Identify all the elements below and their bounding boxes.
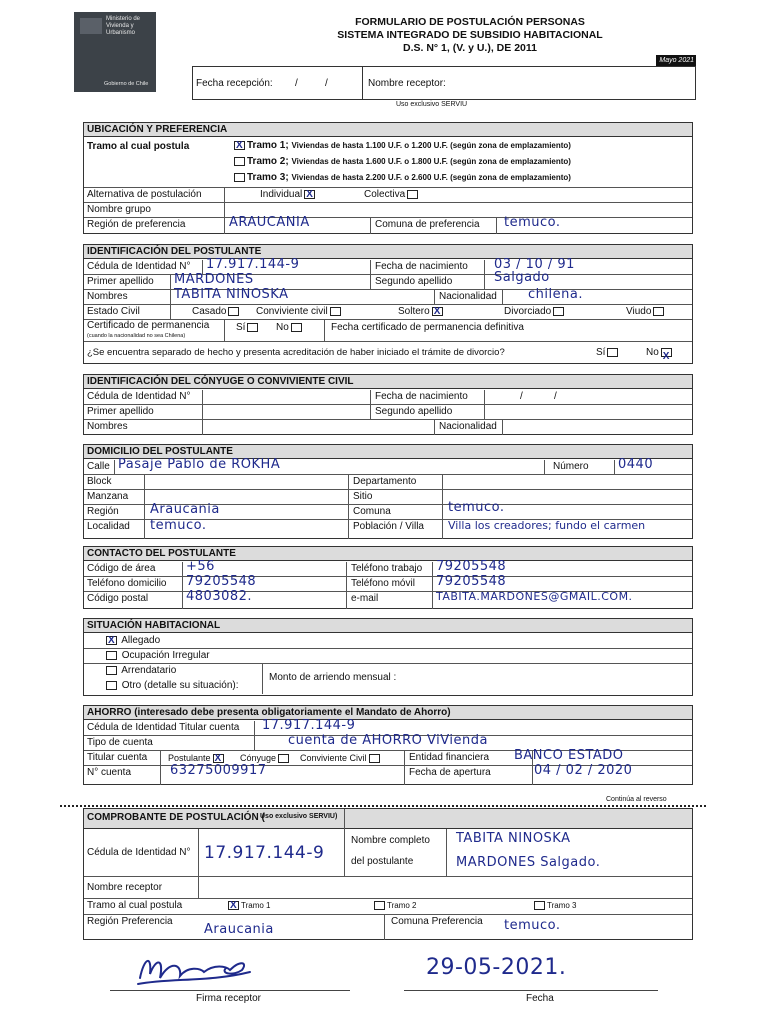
ahorro-cedula-label: Cédula de Identidad Titular cuenta	[87, 722, 240, 733]
localidad-value[interactable]: temuco.	[150, 518, 207, 533]
ocupacion-option[interactable]	[104, 649, 210, 663]
ministry-logo	[74, 12, 156, 92]
slash: /	[554, 391, 557, 402]
fecha-apertura-value[interactable]: 04 / 02 / 2020	[534, 763, 633, 778]
tramo1-option[interactable]	[232, 139, 571, 153]
nombre-receptor-label: Nombre receptor:	[368, 78, 446, 89]
localidad-label: Localidad	[87, 521, 130, 532]
casado-label: Casado	[192, 306, 227, 317]
separado-no-checkbox[interactable]	[661, 348, 672, 357]
titular-label: Titular cuenta	[87, 752, 148, 763]
tramo2-checkbox[interactable]	[234, 157, 245, 166]
comp-tramo3-checkbox[interactable]	[534, 901, 545, 910]
tramo1-desc: Viviendas de hasta 1.100 U.F. o 1.200 U.F. (según zona de emplazamiento)	[291, 141, 571, 150]
comp-tramo1-checkbox[interactable]	[228, 901, 239, 910]
casado-checkbox[interactable]	[228, 307, 239, 316]
cert-perm-label: Certificado de permanencia	[87, 320, 210, 331]
estado-civil-label: Estado Civil	[87, 306, 140, 317]
slash: /	[520, 391, 523, 402]
tramo2-desc: Viviendas de hasta 1.600 U.F. o 1.800 U.F. (según zona de emplazamiento)	[291, 157, 571, 166]
separado-si-checkbox[interactable]	[607, 348, 618, 357]
segundo-apellido-value[interactable]: Salgado	[494, 270, 550, 285]
numero-label: Número	[553, 461, 589, 472]
otro-option[interactable]	[104, 679, 239, 693]
form-title-2: SISTEMA INTEGRADO DE SUBSIDIO HABITACIONAL	[337, 29, 603, 41]
comp-tramo3-option[interactable]	[532, 899, 577, 913]
nombre-value-1[interactable]: TABITA NINOSKA	[456, 831, 571, 846]
n-cuenta-label: N° cuenta	[87, 767, 132, 778]
soltero-checkbox[interactable]	[432, 307, 443, 316]
section-conyuge	[83, 374, 693, 435]
viudo-label: Viudo	[626, 306, 652, 317]
fecha-recepcion-label: Fecha recepción:	[196, 78, 273, 89]
conviviente-checkbox[interactable]	[330, 307, 341, 316]
arrendatario-option[interactable]	[104, 664, 176, 678]
nacionalidad-label: Nacionalidad	[439, 421, 497, 432]
tel-trabajo-label: Teléfono trabajo	[351, 563, 423, 574]
otro-label: Otro (detalle su situación):	[121, 680, 239, 691]
block-label: Block	[87, 476, 112, 487]
viudo-option[interactable]	[626, 305, 666, 319]
conviviente-label: Conviviente civil	[256, 306, 328, 317]
fecha-value[interactable]: 29-05-2021.	[426, 955, 567, 980]
nacionalidad-value[interactable]: chilena.	[528, 287, 583, 302]
comprobante-uso: Uso exclusivo SERVIU)	[260, 813, 338, 820]
nombres-label: Nombres	[87, 291, 128, 302]
allegado-option[interactable]	[104, 634, 160, 648]
tipo-cuenta-label: Tipo de cuenta	[87, 737, 153, 748]
individual-checkbox[interactable]	[304, 190, 315, 199]
comp-tramo2-option[interactable]	[372, 899, 417, 913]
tel-domicilio-value[interactable]: 79205548	[186, 574, 257, 589]
tramo3-desc: Viviendas de hasta 2.200 U.F. o 2.600 U.F. (según zona de emplazamiento)	[291, 173, 571, 182]
comp-tramo1-label: Tramo 1	[241, 901, 271, 910]
section-title: SITUACIÓN HABITACIONAL	[84, 619, 692, 633]
comuna-pref-value[interactable]: temuco.	[504, 215, 561, 230]
fecha-label: Fecha	[526, 993, 554, 1004]
no-label: No	[276, 322, 289, 333]
entidad-value[interactable]: BANCO ESTADO	[514, 748, 624, 763]
divorciado-option[interactable]	[504, 305, 566, 319]
slash: /	[325, 78, 328, 89]
calle-label: Calle	[87, 461, 110, 472]
poblacion-value[interactable]: Villa los creadores; fundo el carmen	[448, 519, 646, 532]
primer-apellido-label: Primer apellido	[87, 276, 154, 287]
email-label: e-mail	[351, 593, 379, 604]
calle-value[interactable]: Pasaje Pablo de ROKHA	[118, 457, 281, 472]
nombres-value[interactable]: TABITA NINOSKA	[174, 287, 289, 302]
section-title: IDENTIFICACIÓN DEL POSTULANTE	[84, 245, 692, 259]
nombre-grupo-label: Nombre grupo	[87, 204, 151, 215]
codigo-postal-value[interactable]: 4803082.	[186, 589, 253, 604]
comuna-pref-label: Comuna de preferencia	[375, 219, 480, 230]
comuna-label: Comuna	[353, 506, 391, 517]
titular-conviviente-option[interactable]	[300, 751, 382, 765]
slash: /	[295, 78, 298, 89]
region-pref-value[interactable]: ARAUCANIA	[229, 215, 310, 230]
cert-si-option[interactable]	[236, 321, 260, 335]
section-title: AHORRO (interesado debe presenta obligatoriamente el Mandato de Ahorro)	[84, 706, 692, 720]
star-emblem-icon	[80, 18, 102, 34]
tramo3-option[interactable]	[232, 171, 571, 185]
ocupacion-checkbox[interactable]	[106, 651, 117, 660]
section-situacion	[83, 618, 693, 696]
conviviente-option[interactable]	[256, 305, 343, 319]
comp-comuna-label: Comuna Preferencia	[391, 916, 483, 927]
codigo-area-label: Código de área	[87, 563, 156, 574]
fecha-nac-label: Fecha de nacimiento	[375, 261, 468, 272]
firma-line	[110, 990, 350, 991]
comprobante-receptor-label: Nombre receptor	[87, 882, 163, 893]
departamento-label: Departamento	[353, 476, 417, 487]
conyuge-checkbox[interactable]	[278, 754, 289, 763]
comprobante-cedula-label: Cédula de Identidad N°	[87, 847, 191, 858]
entidad-label: Entidad financiera	[409, 752, 490, 763]
no-label: No	[646, 347, 659, 358]
form-title-1: FORMULARIO DE POSTULACIÓN PERSONAS	[355, 16, 585, 28]
colectiva-checkbox[interactable]	[407, 190, 418, 199]
tel-movil-label: Teléfono móvil	[351, 578, 415, 589]
arrendatario-checkbox[interactable]	[106, 666, 117, 675]
casado-option[interactable]	[192, 305, 241, 319]
allegado-label: Allegado	[121, 635, 161, 646]
comp-tramo3-label: Tramo 3	[547, 901, 577, 910]
ahorro-cedula-value[interactable]: 17.917.144-9	[262, 718, 356, 733]
section-domicilio	[83, 444, 693, 539]
receptor-signature	[130, 948, 270, 992]
comp-region-label: Región Preferencia	[87, 916, 173, 927]
conyuge-label: Cónyuge	[240, 753, 277, 763]
section-title: CONTACTO DEL POSTULANTE	[84, 547, 692, 561]
tramo1-label: Tramo 1;	[247, 140, 289, 151]
conviviente-label: Conviviente Civil	[300, 753, 367, 763]
n-cuenta-value[interactable]: 63275009917	[170, 763, 267, 778]
tramo1-checkbox[interactable]	[234, 141, 245, 150]
nombres-label: Nombres	[87, 421, 128, 432]
form-title-3: D.S. N° 1, (V. y U.), DE 2011	[403, 42, 537, 54]
logo-gob: Gobierno de Chile	[104, 81, 149, 87]
tramo3-label: Tramo 3;	[247, 172, 289, 183]
codigo-postal-label: Código postal	[87, 593, 149, 604]
nacionalidad-label: Nacionalidad	[439, 291, 497, 302]
logo-text: Ministerio de Vivienda y Urbanismo	[106, 16, 141, 36]
viudo-checkbox[interactable]	[653, 307, 664, 316]
otro-checkbox[interactable]	[106, 681, 117, 690]
section-ahorro	[83, 705, 693, 785]
fecha-apertura-label: Fecha de apertura	[409, 767, 491, 778]
manzana-label: Manzana	[87, 491, 129, 502]
region-label: Región	[87, 506, 119, 517]
fecha-cert-label: Fecha certificado de permanencia definitiva	[331, 322, 524, 333]
conviviente-checkbox[interactable]	[369, 754, 380, 763]
firma-receptor-label: Firma receptor	[196, 993, 262, 1004]
tramo2-option[interactable]	[232, 155, 571, 169]
primer-apellido-value[interactable]: MARDONES	[174, 272, 254, 287]
section-comprobante	[83, 808, 693, 940]
del-postulante-label: del postulante	[351, 856, 414, 867]
tel-domicilio-label: Teléfono domicilio	[87, 578, 167, 589]
comp-region-value[interactable]: Araucania	[204, 922, 274, 937]
numero-value[interactable]: 0440	[618, 457, 654, 472]
individual-label: Individual	[260, 189, 303, 200]
arrendatario-label: Arrendatario	[121, 665, 177, 676]
cert-perm-note: (cuando la nacionalidad no sea Chilena)	[87, 333, 186, 339]
poblacion-label: Población / Villa	[353, 521, 424, 532]
allegado-checkbox[interactable]	[106, 636, 117, 645]
section-ubicacion	[83, 122, 693, 234]
date-tag: Mayo 2021	[656, 55, 696, 66]
codigo-area-value[interactable]: +56	[186, 559, 215, 574]
region-value[interactable]: Araucania	[150, 502, 220, 517]
postulante-label: Postulante	[168, 753, 211, 763]
ocupacion-label: Ocupación Irregular	[121, 650, 210, 661]
nombre-completo-label: Nombre completo	[351, 835, 430, 846]
fecha-line	[404, 990, 658, 991]
tipo-cuenta-value[interactable]: cuenta de AHORRO ViVienda	[288, 733, 488, 748]
cert-no-option[interactable]	[276, 321, 304, 335]
tel-movil-value[interactable]: 79205548	[436, 574, 507, 589]
soltero-label: Soltero	[398, 306, 430, 317]
comprobante-title: COMPROBANTE DE POSTULACIÓN (	[87, 812, 265, 823]
divorciado-checkbox[interactable]	[553, 307, 564, 316]
section-postulante	[83, 244, 693, 364]
tramo3-checkbox[interactable]	[234, 173, 245, 182]
section-title: UBICACIÓN Y PREFERENCIA	[84, 123, 692, 137]
uso-exclusivo: Uso exclusivo SERVIU	[396, 101, 468, 108]
separado-si-option[interactable]	[596, 342, 620, 364]
soltero-option[interactable]	[398, 305, 445, 319]
section-title: DOMICILIO DEL POSTULANTE	[84, 445, 692, 459]
cert-no-checkbox[interactable]	[291, 323, 302, 332]
section-title: IDENTIFICACIÓN DEL CÓNYUGE O CONVIVIENTE CIVIL	[84, 375, 692, 389]
comprobante-cedula-value[interactable]: 17.917.144-9	[204, 843, 325, 863]
section-contacto	[83, 546, 693, 609]
postulante-checkbox[interactable]	[213, 754, 224, 763]
continua-reverso: Continúa al reverso	[606, 796, 667, 803]
segundo-apellido-label: Segundo apellido	[375, 276, 453, 287]
separado-no-option[interactable]	[646, 342, 674, 364]
sitio-label: Sitio	[353, 491, 373, 502]
cedula-label: Cédula de Identidad N°	[87, 391, 191, 402]
comprobante-tramo-label: Tramo al cual postula	[87, 900, 183, 911]
comuna-value[interactable]: temuco.	[448, 500, 505, 515]
si-label: Sí	[236, 322, 246, 333]
cedula-value[interactable]: 17.917.144-9	[206, 257, 300, 272]
monto-label: Monto de arriendo mensual :	[269, 672, 397, 683]
colectiva-label: Colectiva	[364, 189, 406, 200]
primer-apellido-label: Primer apellido	[87, 406, 154, 417]
divorciado-label: Divorciado	[504, 306, 552, 317]
comp-tramo2-checkbox[interactable]	[374, 901, 385, 910]
cedula-label: Cédula de Identidad N°	[87, 261, 191, 272]
comp-tramo1-option[interactable]	[226, 899, 271, 913]
fecha-nac-value[interactable]: 03 / 10 / 91	[494, 257, 575, 272]
email-value[interactable]: TABITA.MARDONES@GMAIL.COM.	[436, 590, 633, 603]
comp-tramo2-label: Tramo 2	[387, 901, 417, 910]
separado-question: ¿Se encuentra separado de hecho y presenta acreditación de haber iniciado el trámite de divorcio?	[87, 347, 505, 358]
segundo-apellido-label: Segundo apellido	[375, 406, 453, 417]
nombre-value-2[interactable]: MARDONES Salgado.	[456, 855, 601, 870]
comp-comuna-value[interactable]: temuco.	[504, 918, 561, 933]
alternativa-label: Alternativa de postulación	[87, 189, 202, 200]
tel-trabajo-value[interactable]: 79205548	[436, 559, 507, 574]
tramo2-label: Tramo 2;	[247, 156, 289, 167]
individual-option[interactable]	[260, 188, 317, 202]
si-label: Sí	[596, 347, 606, 358]
fecha-nac-label: Fecha de nacimiento	[375, 391, 468, 402]
region-pref-label: Región de preferencia	[87, 219, 186, 230]
tramo-label: Tramo al cual postula	[87, 141, 190, 152]
colectiva-option[interactable]	[364, 188, 420, 202]
cert-si-checkbox[interactable]	[247, 323, 258, 332]
cut-line	[60, 805, 706, 807]
